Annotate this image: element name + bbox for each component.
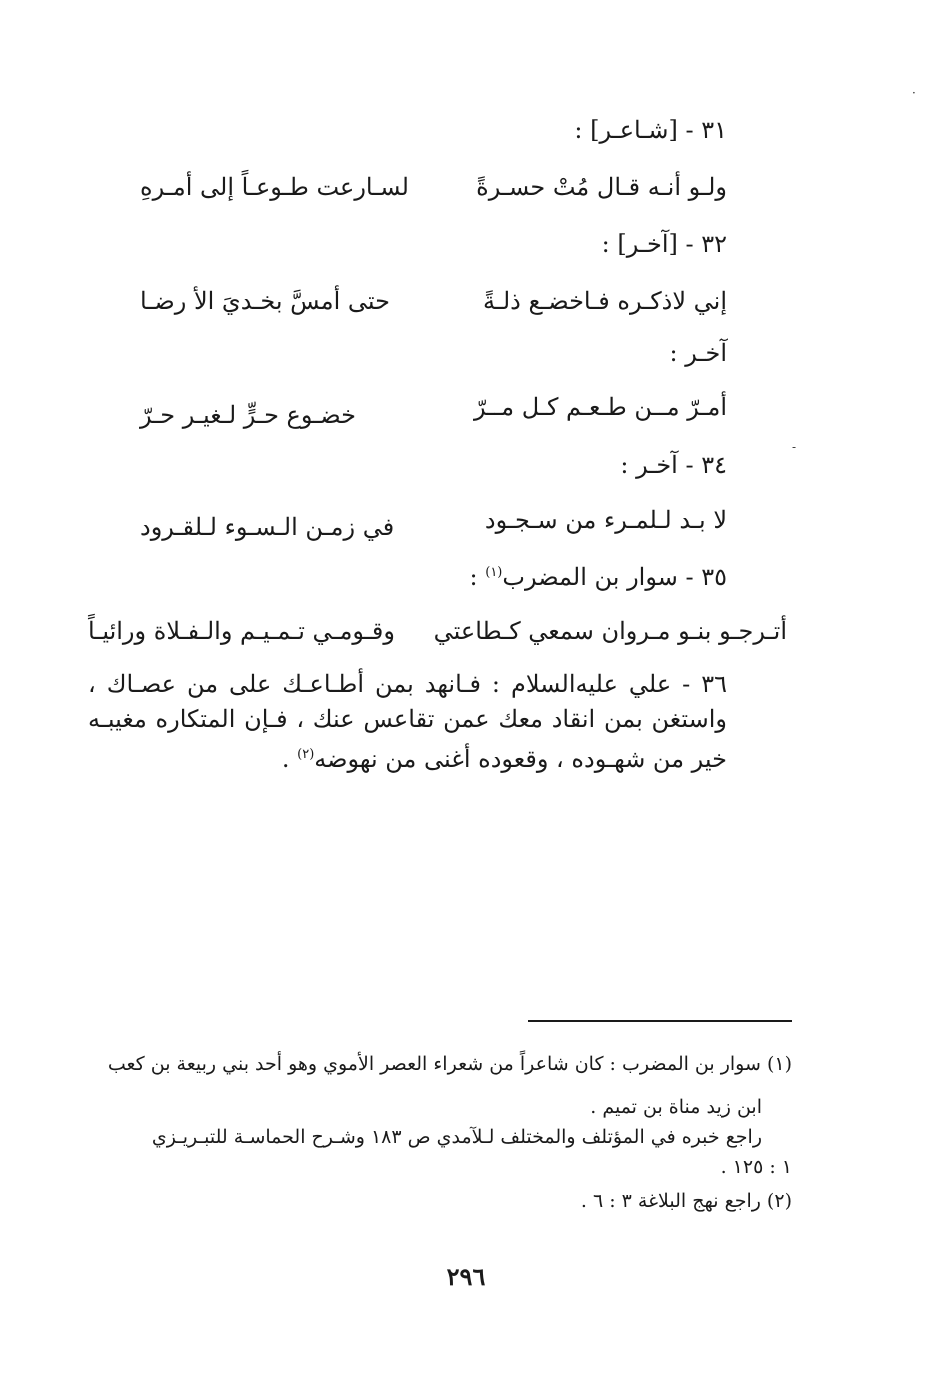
entry-35-heading <box>470 556 727 594</box>
entry-32-heading: ٣٢ - [آخـر] : <box>601 230 727 258</box>
entry-31-heading: ٣١ - [شـاعـر] : <box>574 116 727 144</box>
entry-31-hemistich-right: ولـو أنـه قـال مُتْ حسـرةً <box>476 173 727 201</box>
footnote-ref-2: (٢) <box>297 747 315 762</box>
footnote-2: (٢) راجع نهج البلاغة ٣ : ٦ . <box>580 1190 792 1212</box>
footnote-1-line-4: ١ : ١٢٥ . <box>720 1156 792 1178</box>
entry-34-hemistich-right: لا بـد لـلمـرء من سـجـود <box>484 506 727 534</box>
footnote-1-line-1: (١) سوار بن المضرب : كان شاعراً من شعراء العصر الأموي وهو أحد بني ربيعة بن كعب <box>107 1053 792 1075</box>
page-number: ٢٩٦ <box>446 1262 486 1291</box>
entry-35-hemistich-right: أتـرجـو بنـو مـروان سمعي كـطاعتي <box>433 617 787 645</box>
scan-dot-mark: · <box>912 86 916 100</box>
entry-36-paragraph <box>88 667 727 777</box>
entry-34-heading: ٣٤ - آخـر : <box>620 451 727 479</box>
entry-33-heading: آخـر : <box>669 339 727 367</box>
entry-33-hemistich-left: خضـوع حـرٍّ لـغيـر حـرّ <box>140 401 356 429</box>
entry-35-heading-text: ٣٥ - سوار بن المضرب <box>502 563 727 591</box>
entry-35-heading-colon: : <box>469 563 486 591</box>
entry-34-hemistich-left: في زمـن الـسـوء لـلقـرود <box>140 513 395 541</box>
entry-36-end: . <box>281 745 298 773</box>
entry-32-hemistich-left: حتى أمسَّ بخـديَ الأ رضـا <box>140 287 390 315</box>
footnote-1-line-3: راجع خبره في المؤتلف والمختلف لـلآمدي ص ١٨٣ وشـرح الحماسـة للتبـريـزي <box>151 1126 762 1148</box>
footnote-1-line-2: ابن زيد مناة بن تميم . <box>590 1096 762 1118</box>
scan-dash-mark: - <box>792 440 797 454</box>
entry-33-hemistich-right: أمـرّ مــن طـعـم كـل مــرّ <box>473 393 727 421</box>
entry-32-hemistich-right: إني لاذكـره فـاخضـع ذلـةً <box>482 287 727 315</box>
footnote-ref-1: (١) <box>485 565 503 580</box>
entry-36-text: ٣٦ - علي عليه‌السلام : فـانهد بمن أطـاعـك على من عصـاك ، واستغن بمن انقاد معك عمن تقاعس عنك ، فـإن المتكاره مغيبـه خير من شهـوده ، وقعوده أغنى من نهوضه <box>88 670 727 773</box>
entry-31-hemistich-left: لسـارعت طـوعـاً إلى أمـرهِ <box>140 173 409 201</box>
footnote-separator <box>528 1020 792 1022</box>
entry-35-hemistich-left: وقـومـي تـمـيـم والـفـلاة ورائيـاً <box>88 617 395 645</box>
